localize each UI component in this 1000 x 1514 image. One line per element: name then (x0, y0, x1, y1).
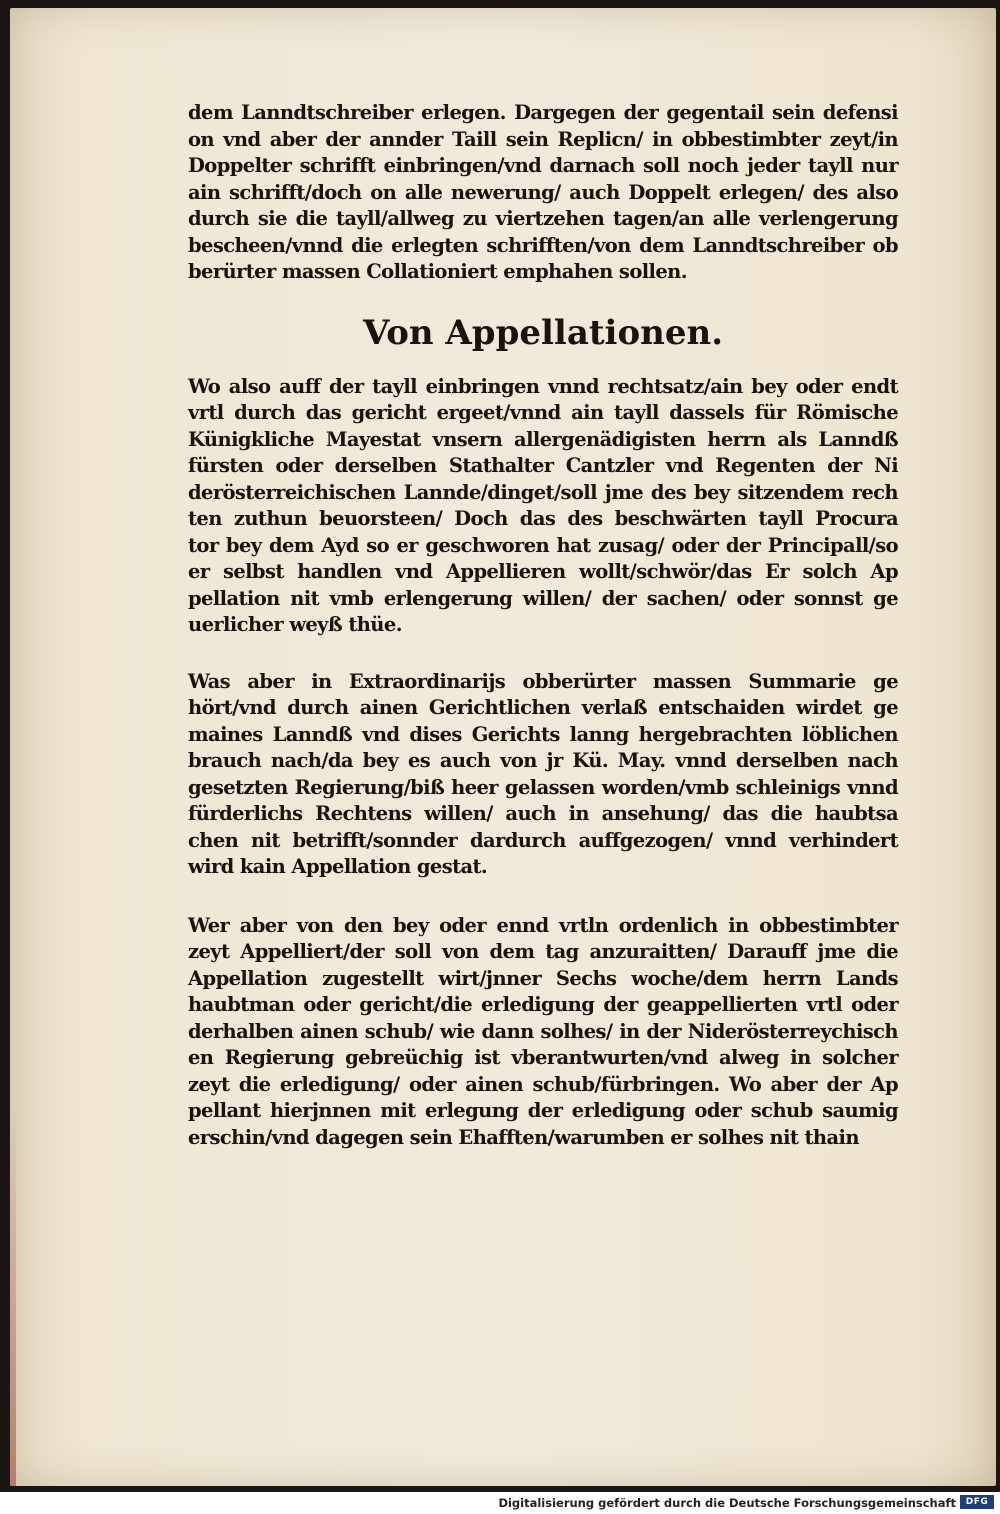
text-line: ain schrifft/doch on alle newerung/ auch Doppelt erlegen/ des also (188, 180, 898, 204)
text-line: bescheen/vnnd die erlegten schrifften/von dem Lanndtschreiber ob (188, 233, 898, 257)
text-line: derösterreichischen Lannde/dinget/soll jme des bey sitzendem rech (188, 480, 898, 504)
text-line: erschin/vnd dagegen sein Ehafften/warumben er solhes nit thain (188, 1125, 859, 1149)
text-line: gesetzten Regierung/biß heer gelassen worden/vmb schleinigs vnnd (188, 775, 898, 799)
text-line: pellant hierjnnen mit erlegung der erledigung oder schub saumig (188, 1099, 898, 1122)
text-line: Was aber in Extraordinarijs obberürter massen Summarie ge (188, 669, 898, 693)
text-line: fürsten oder derselben Stathalter Cantzler vnd Regenten der Ni (188, 454, 898, 477)
text-line: Wo also auff der tayll einbringen vnnd rechtsatz/ain bey oder endt (188, 374, 898, 398)
text-line: zeyt die erledigung/ oder ainen schub/fürbringen. Wo aber der Ap (188, 1072, 898, 1096)
text-line: tor bey dem Ayd so er geschworen hat zusag/ oder der Principall/so (188, 533, 898, 557)
text-block (188, 100, 898, 1151)
paragraph-1 (188, 100, 898, 286)
text-line: Appellation zugestellt wirt/jnner Sechs woche/dem herrn Lands (188, 966, 898, 990)
paragraph-3 (188, 669, 898, 881)
footer-credit: Digitalisierung gefördert durch die Deutsche Forschungsgemeinschaft (498, 1496, 956, 1510)
paragraph-2 (188, 374, 898, 639)
text-line: derhalben ainen schub/ wie dann solhes/ in der Niderösterreychisch (188, 1019, 898, 1043)
text-line: berürter massen Collationiert emphahen sollen. (188, 260, 687, 283)
text-line: durch sie die tayll/allweg zu viertzehen tagen/an alle verlengerung (188, 207, 898, 230)
text-line: maines Lanndß vnd dises Gerichts lanng hergebrachten löblichen (188, 722, 898, 746)
text-line: brauch nach/da bey es auch von jr Kü. May. vnnd derselben nach (188, 749, 898, 772)
text-line: haubtman oder gericht/die erledigung der geappellierten vrtl oder (188, 993, 898, 1016)
text-line: chen nit betrifft/sonnder dardurch auffgezogen/ vnnd verhindert (188, 828, 898, 852)
text-line: er selbst handlen vnd Appellieren wollt/schwör/das Er solch Ap (188, 560, 898, 583)
text-line: Künigkliche Mayestat vnsern allergenädigisten herrn als Lanndß (188, 427, 898, 451)
text-line: wird kain Appellation gestat. (188, 855, 488, 878)
text-line: zeyt Appelliert/der soll von dem tag anzuraitten/ Darauff jme die (188, 940, 898, 963)
text-line: Doppelter schrifft einbringen/vnd darnach soll noch jeder tayll nur (188, 154, 898, 177)
page-binding-edge (10, 1108, 16, 1486)
paragraph-4 (188, 913, 898, 1152)
dfg-logo: DFG (960, 1495, 994, 1509)
text-line: fürderlichs Rechtens willen/ auch in ansehung/ das die haubtsa (188, 802, 898, 825)
text-line: en Regierung gebreüchig ist vberantwurten/vnd alweg in solcher (188, 1046, 898, 1069)
text-line: hört/vnd durch ainen Gerichtlichen verlaß entschaiden wirdet ge (188, 696, 898, 719)
section-heading: Von Appellationen. (362, 312, 724, 353)
text-line: on vnd aber der annder Taill sein Replicn/ in obbestimbter zeyt/in (188, 127, 898, 151)
text-line: pellation nit vmb erlengerung willen/ der sachen/ oder sonnst ge (188, 586, 898, 610)
text-line: dem Lanndtschreiber erlegen. Dargegen der gegentail sein defensi (188, 101, 898, 124)
text-line: ten zuthun beuorsteen/ Doch das des beschwärten tayll Procura (188, 507, 898, 530)
text-line: Wer aber von den bey oder ennd vrtln ordenlich in obbestimbter (188, 913, 898, 937)
footer-bar (0, 1492, 1000, 1514)
text-line: vrtl durch das gericht ergeet/vnnd ain tayll dassels für Römische (188, 401, 898, 424)
text-line: uerlicher weyß thüe. (188, 613, 402, 636)
